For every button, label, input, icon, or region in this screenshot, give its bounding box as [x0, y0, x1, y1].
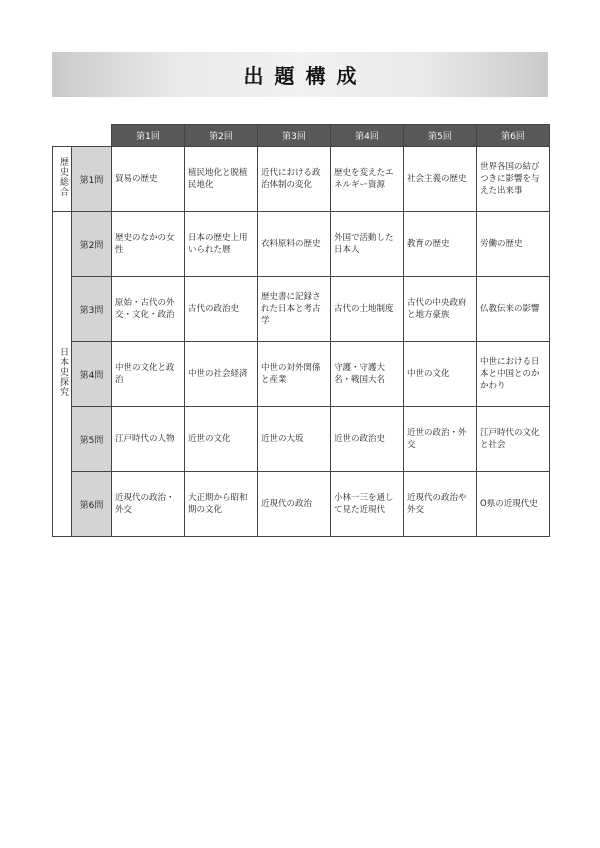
- header-row: [53, 125, 550, 147]
- topic-cell: 江戸時代の文化と社会: [477, 407, 550, 472]
- table-row: [53, 342, 550, 407]
- round-header: 第2回: [185, 125, 258, 147]
- exam-structure-table: [52, 124, 550, 537]
- topic-cell: 古代の政治史: [185, 277, 258, 342]
- topic-cell: 中世の文化: [404, 342, 477, 407]
- topic-cell: 歴史のなかの女性: [112, 212, 185, 277]
- question-label: 第6問: [72, 472, 112, 537]
- question-label: 第4問: [72, 342, 112, 407]
- topic-cell: 守護・守護大名・戦国大名: [331, 342, 404, 407]
- topic-cell: 近現代の政治: [258, 472, 331, 537]
- topic-cell: 大正期から昭和期の文化: [185, 472, 258, 537]
- header-blank: [53, 125, 112, 147]
- round-header: 第5回: [404, 125, 477, 147]
- question-label: 第3問: [72, 277, 112, 342]
- topic-cell: 歴史書に記録された日本と考古学: [258, 277, 331, 342]
- section-label: 日本史探究: [57, 347, 68, 397]
- topic-cell: 仏教伝来の影響: [477, 277, 550, 342]
- table-row: [53, 147, 550, 212]
- table-row: [53, 407, 550, 472]
- topic-cell: 近世の政治・外交: [404, 407, 477, 472]
- topic-cell: 近世の文化: [185, 407, 258, 472]
- topic-cell: 外国で活動した日本人: [331, 212, 404, 277]
- question-label: 第1問: [72, 147, 112, 212]
- topic-cell: 日本の歴史上用いられた暦: [185, 212, 258, 277]
- round-header: 第6回: [477, 125, 550, 147]
- topic-cell: 労働の歴史: [477, 212, 550, 277]
- table-row: [53, 277, 550, 342]
- topic-cell: 貿易の歴史: [112, 147, 185, 212]
- topic-cell: 中世の社会経済: [185, 342, 258, 407]
- section-label: 歴史総合: [57, 157, 68, 197]
- topic-cell: 教育の歴史: [404, 212, 477, 277]
- round-header: 第4回: [331, 125, 404, 147]
- section-label-cell: [53, 212, 72, 537]
- topic-cell: 中世における日本と中国とのかかわり: [477, 342, 550, 407]
- topic-cell: 近現代の政治・外交: [112, 472, 185, 537]
- question-label: 第5問: [72, 407, 112, 472]
- topic-cell: O県の近現代史: [477, 472, 550, 537]
- table-row: [53, 472, 550, 537]
- topic-cell: 世界各国の結びつきに影響を与えた出来事: [477, 147, 550, 212]
- title-bar: [52, 52, 548, 97]
- topic-cell: 近現代の政治や外交: [404, 472, 477, 537]
- question-label: 第2問: [72, 212, 112, 277]
- topic-cell: 原始・古代の外交・文化・政治: [112, 277, 185, 342]
- topic-cell: 近代における政治体制の変化: [258, 147, 331, 212]
- topic-cell: 中世の対外関係と産業: [258, 342, 331, 407]
- round-header: 第1回: [112, 125, 185, 147]
- topic-cell: 江戸時代の人物: [112, 407, 185, 472]
- topic-cell: 小林一三を通して見た近現代: [331, 472, 404, 537]
- topic-cell: 古代の土地制度: [331, 277, 404, 342]
- topic-cell: 古代の中央政府と地方豪族: [404, 277, 477, 342]
- topic-cell: 近世の政治史: [331, 407, 404, 472]
- table-row: [53, 212, 550, 277]
- section-label-cell: [53, 147, 72, 212]
- round-header: 第3回: [258, 125, 331, 147]
- topic-cell: 衣料原料の歴史: [258, 212, 331, 277]
- topic-cell: 中世の文化と政治: [112, 342, 185, 407]
- topic-cell: 近世の大坂: [258, 407, 331, 472]
- topic-cell: 社会主義の歴史: [404, 147, 477, 212]
- topic-cell: 歴史を変えたエネルギー資源: [331, 147, 404, 212]
- topic-cell: 植民地化と脱植民地化: [185, 147, 258, 212]
- page-title: 出題構成: [243, 64, 368, 88]
